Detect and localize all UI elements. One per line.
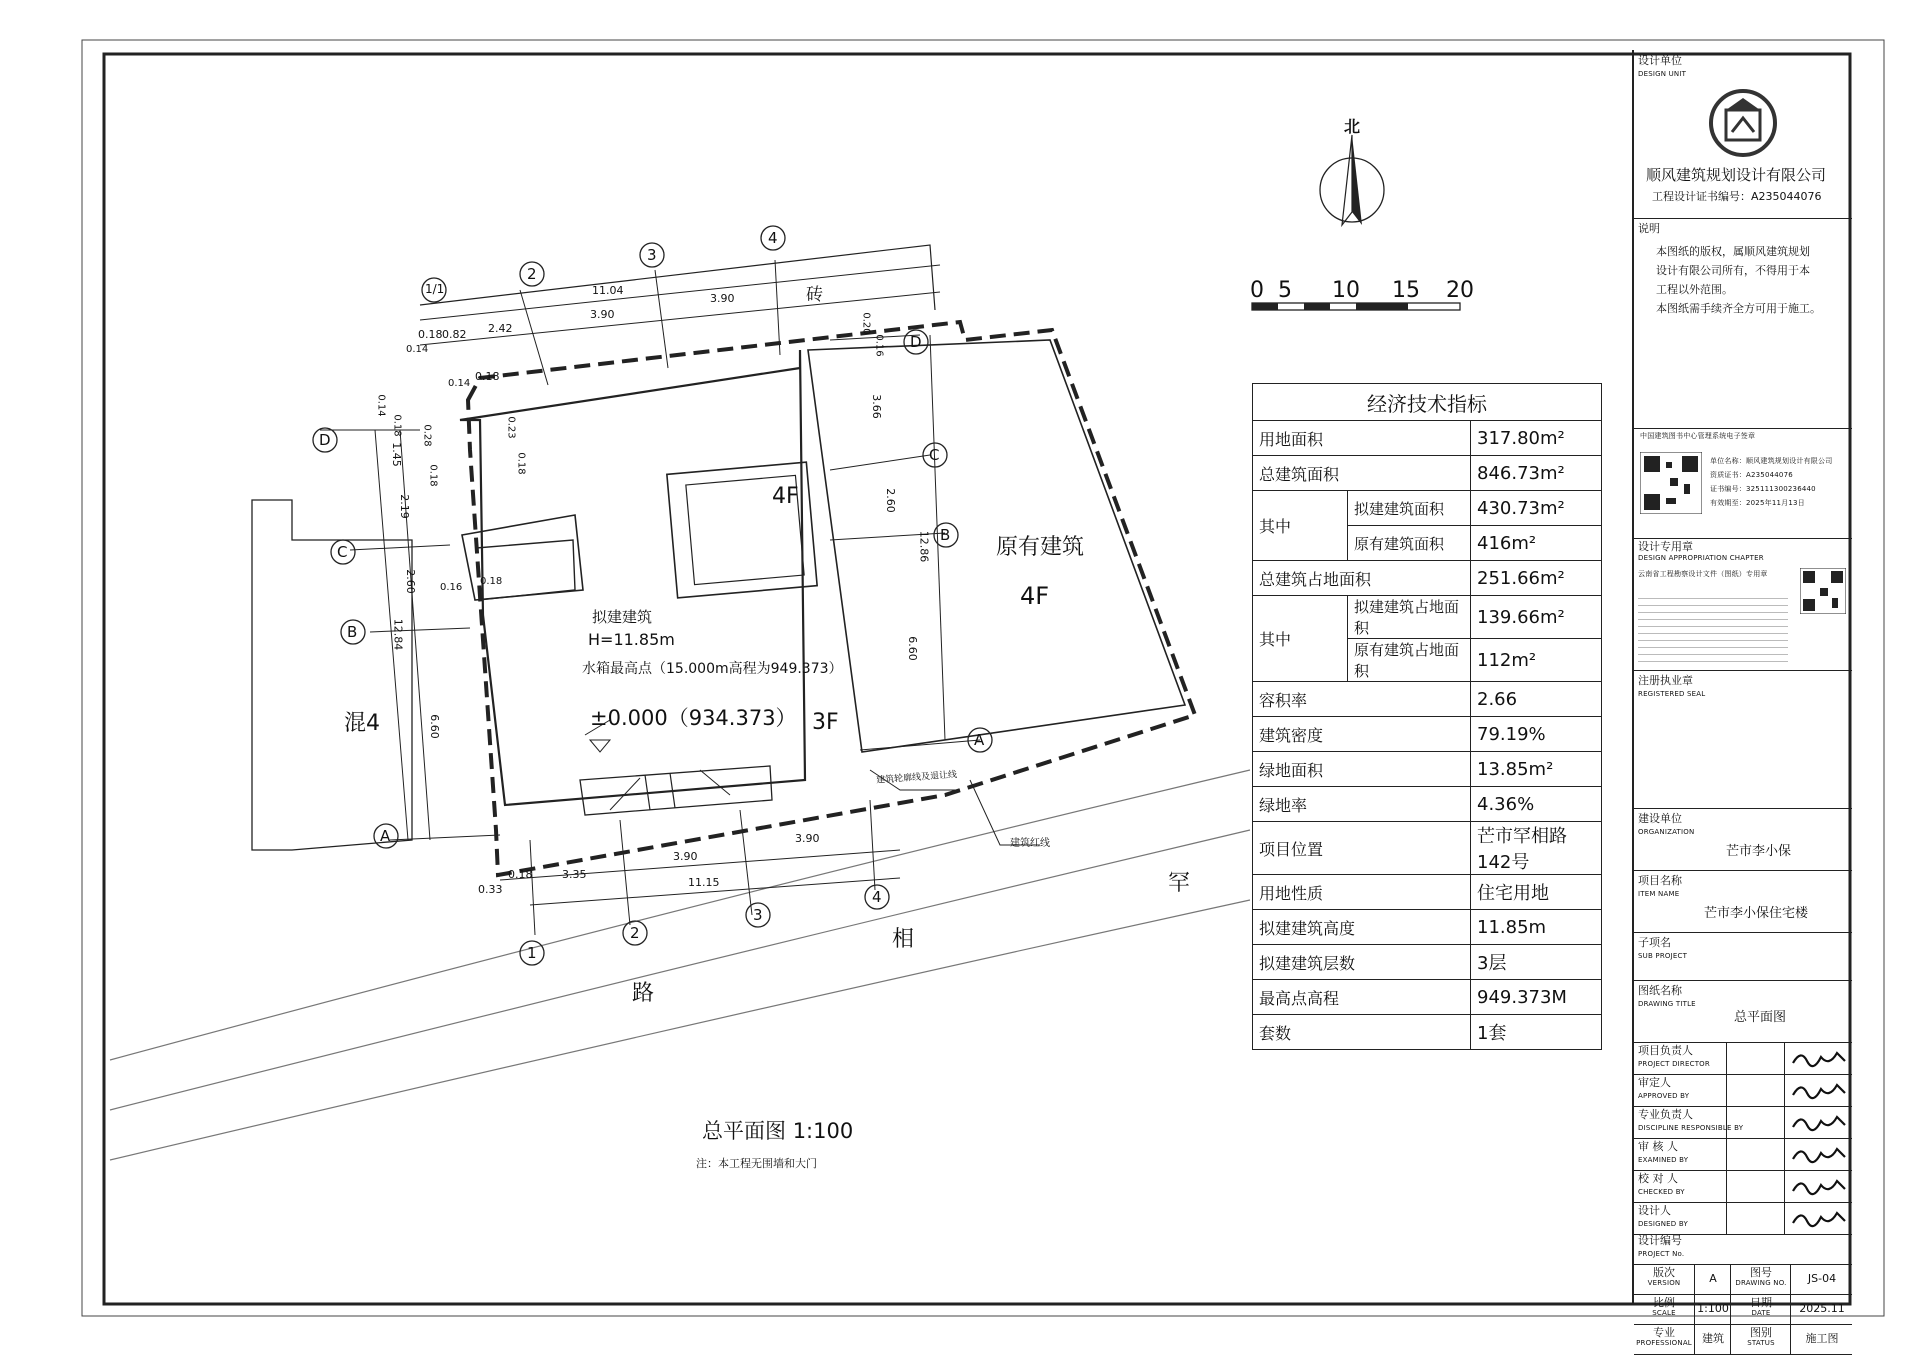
meta-label-cn: 日期 — [1750, 1296, 1772, 1309]
handwritten-signature — [1789, 1045, 1849, 1071]
economic-label: 项目位置 — [1253, 822, 1471, 875]
meta-value-cell — [1694, 1264, 1731, 1294]
meta-label-cn: 版次 — [1653, 1266, 1675, 1279]
economic-value: 846.73m² — [1471, 456, 1602, 491]
proposed-wing — [476, 540, 575, 600]
floors-3f: 3F — [812, 710, 839, 735]
design-unit-cell — [1634, 50, 1852, 219]
meta-label-cn: 专业 — [1653, 1326, 1675, 1339]
sub-project-cell — [1634, 932, 1852, 981]
dim-bottom: 3.90 — [673, 850, 698, 863]
company-name: 顺风建筑规划设计有限公司 — [1646, 166, 1827, 184]
economic-row — [1253, 596, 1602, 639]
axis-bottom-3: 3 — [753, 906, 763, 924]
meta-label-en: DATE — [1751, 1309, 1771, 1317]
economic-value: 住宅用地 — [1471, 875, 1602, 910]
economic-value: 1套 — [1471, 1015, 1602, 1050]
item-cn: 项目名称 — [1638, 874, 1682, 887]
role-cn: 校 对 人 — [1638, 1172, 1678, 1185]
dtitle-value: 总平面图 — [1734, 1010, 1787, 1025]
notes-title: 说明 — [1638, 222, 1660, 235]
economic-label: 拟建建筑面积 — [1348, 491, 1471, 526]
dim-top: 0.14 — [406, 344, 429, 355]
dim-top: 0.82 — [442, 328, 467, 341]
economic-value: 79.19% — [1471, 717, 1602, 752]
axis-bottom-2: 2 — [630, 924, 640, 942]
economic-label: 总建筑占地面积 — [1253, 561, 1471, 596]
dim-top: 0.18 — [418, 328, 443, 341]
meta-value: 施工图 — [1805, 1332, 1839, 1345]
dim-inner: 12.86 — [917, 530, 931, 563]
dim-left: 2.19 — [397, 494, 411, 519]
economic-row — [1253, 456, 1602, 491]
dim-bottom: 11.15 — [688, 876, 720, 889]
road-edge-3 — [110, 900, 1250, 1160]
org-en: ORGANIZATION — [1638, 828, 1695, 836]
economic-value: 2.66 — [1471, 682, 1602, 717]
proposed-building-name: 拟建建筑 — [592, 608, 653, 626]
proposed-building-height: H=11.85m — [588, 630, 675, 649]
approp-cn: 设计专用章 — [1638, 540, 1693, 553]
signature-box — [1784, 1042, 1853, 1074]
meta-value-cell — [1790, 1264, 1853, 1294]
dtitle-en: DRAWING TITLE — [1638, 1000, 1696, 1008]
handwritten-signature — [1789, 1077, 1849, 1103]
north-arrow — [1320, 135, 1384, 225]
outline-label: 建筑轮廓线及退让线 — [875, 770, 958, 786]
sub-cn: 子项名 — [1638, 936, 1671, 949]
item-value: 芒市李小保住宅楼 — [1704, 906, 1809, 921]
economic-row — [1253, 682, 1602, 717]
dim-bottom: 3.90 — [795, 832, 820, 845]
dim-inner: 0.18 — [515, 452, 527, 475]
meta-label-en: PROFESSIONAL — [1636, 1339, 1692, 1347]
note-line-2: 设计有限公司所有，不得用于本 — [1656, 264, 1810, 277]
meta-label-cn: 图别 — [1750, 1326, 1772, 1339]
economic-value: 4.36% — [1471, 787, 1602, 822]
drawing-title — [702, 1115, 853, 1145]
role-cn: 设计人 — [1638, 1204, 1671, 1217]
meta-label-cell — [1634, 1324, 1694, 1354]
meta-label-cell — [1730, 1324, 1791, 1354]
notes-cell — [1634, 218, 1852, 429]
meta-value-cell — [1694, 1324, 1731, 1354]
economic-value: 317.80m² — [1471, 421, 1602, 456]
role-cn: 审定人 — [1638, 1076, 1671, 1089]
signature-box — [1784, 1138, 1853, 1170]
existing-building-floors: 4F — [1020, 582, 1050, 610]
axis-top-2: 2 — [527, 265, 537, 283]
meta-label-cell — [1730, 1294, 1791, 1324]
meta-label-cn: 比例 — [1653, 1296, 1675, 1309]
approp-qr-icon — [1800, 568, 1846, 614]
role-row — [1634, 1202, 1852, 1235]
dim-top: 2.42 — [488, 322, 513, 335]
registered-seal-cell — [1634, 670, 1852, 809]
axis-bottom-4: 4 — [872, 888, 882, 906]
role-row — [1634, 1106, 1852, 1139]
economic-value: 430.73m² — [1471, 491, 1602, 526]
dim-top: 3.90 — [590, 308, 615, 321]
economic-value: 112m² — [1471, 639, 1602, 682]
handwritten-signature — [1789, 1173, 1849, 1199]
design-unit-cn: 设计单位 — [1638, 54, 1682, 67]
project-no-cn: 设计编号 — [1638, 1234, 1682, 1247]
dim-inner: 0.23 — [505, 416, 517, 439]
note-line-1: 本图纸的版权，属顺风建筑规划 — [1656, 245, 1810, 258]
role-row — [1634, 1138, 1852, 1171]
economic-label: 原有建筑占地面积 — [1348, 639, 1471, 682]
meta-value-cell — [1694, 1294, 1731, 1324]
dim-left: 6.60 — [427, 714, 441, 739]
qr-lines — [1710, 454, 1832, 510]
qr-line: 有效期至：2025年11月13日 — [1710, 499, 1805, 507]
dim-top: 0.16 — [873, 334, 885, 357]
signature-box — [1784, 1202, 1853, 1234]
road-char-1: 路 — [632, 981, 655, 1006]
meta-label-cn: 图号 — [1750, 1266, 1772, 1279]
dim-top: 0.18 — [475, 370, 500, 383]
approp-line: 云南省工程勘察设计文件（图纸）专用章 — [1638, 570, 1768, 578]
axis-bottom-1: 1 — [527, 944, 537, 962]
brick-label: 砖 — [806, 285, 823, 305]
role-cn: 专业负责人 — [1638, 1108, 1693, 1121]
dim-left: 0.18 — [427, 464, 439, 487]
axis-right-A: A — [974, 731, 985, 749]
name-box — [1726, 1170, 1785, 1202]
approp-en: DESIGN APPROPRIATION CHAPTER — [1638, 554, 1764, 562]
dim-inner: 6.60 — [905, 636, 919, 661]
role-row — [1634, 1042, 1852, 1075]
scale-label-15: 15 — [1392, 278, 1420, 303]
meta-row — [1634, 1294, 1852, 1325]
existing-building-name: 原有建筑 — [996, 535, 1085, 560]
economic-row — [1253, 875, 1602, 910]
scale-bar — [1252, 303, 1460, 310]
meta-value: 2025.11 — [1799, 1302, 1845, 1315]
scale-label-10: 10 — [1332, 278, 1360, 303]
appropriation-chapter-cell — [1634, 538, 1852, 671]
redline-boundary — [468, 322, 1195, 875]
name-box — [1726, 1138, 1785, 1170]
role-row — [1634, 1170, 1852, 1203]
approp-fine-print — [1638, 592, 1788, 662]
handwritten-signature — [1789, 1141, 1849, 1167]
sub-en: SUB PROJECT — [1638, 952, 1688, 960]
scale-label-5: 5 — [1278, 278, 1292, 303]
meta-value: 建筑 — [1702, 1332, 1724, 1345]
dim-top: 0.14 — [448, 378, 471, 389]
economic-label: 原有建筑面积 — [1348, 526, 1471, 561]
redline-label: 建筑红线 — [1010, 838, 1050, 849]
economic-label: 用地面积 — [1253, 421, 1471, 456]
dim-bottom: 0.18 — [508, 868, 533, 881]
scale-label-20: 20 — [1446, 278, 1474, 303]
item-en: ITEM NAME — [1638, 890, 1680, 898]
role-row — [1634, 1074, 1852, 1107]
seal-cn: 注册执业章 — [1638, 674, 1693, 687]
economic-row — [1253, 1015, 1602, 1050]
dim-left: 12.84 — [391, 618, 405, 651]
dim-inner: 3.66 — [869, 394, 883, 419]
economic-label: 绿地率 — [1253, 787, 1471, 822]
meta-label-cell — [1634, 1264, 1694, 1294]
axis-right-D: D — [910, 333, 922, 351]
axis-right-B: B — [940, 526, 951, 544]
economic-label: 套数 — [1253, 1015, 1471, 1050]
dim-left: 0.28 — [421, 424, 433, 447]
road-char-2: 相 — [892, 927, 915, 952]
axis-left-C: C — [337, 543, 348, 561]
dim-top: 0.20 — [860, 312, 872, 335]
dim-left: 0.18 — [391, 414, 403, 437]
tank-note: 水箱最高点（15.000m高程为949.373） — [582, 661, 843, 677]
economic-row — [1253, 980, 1602, 1015]
qr-line: 单位名称：顺风建筑规划设计有限公司 — [1710, 457, 1833, 465]
axis-left-D: D — [319, 431, 331, 449]
economic-label: 绿地面积 — [1253, 752, 1471, 787]
dim-left: 0.18 — [480, 576, 503, 587]
axis-top-4: 4 — [768, 229, 778, 247]
elevation-label: ±0.000（934.373） — [590, 706, 797, 730]
dim-bottom: 0.33 — [478, 883, 503, 896]
dim-left: 1.45 — [389, 442, 403, 467]
economic-row — [1253, 945, 1602, 980]
economic-value: 13.85m² — [1471, 752, 1602, 787]
name-box — [1726, 1106, 1785, 1138]
dim-inner: 2.60 — [883, 488, 897, 513]
meta-value: 1:100 — [1697, 1302, 1729, 1315]
meta-label-cell — [1730, 1264, 1791, 1294]
handwritten-signature — [1789, 1109, 1849, 1135]
qr-header: 中国建筑图书中心管理系统电子签章 — [1640, 432, 1756, 440]
signature-box — [1784, 1170, 1853, 1202]
item-name-cell — [1634, 870, 1852, 933]
economic-group-label: 其中 — [1253, 491, 1348, 561]
economic-row — [1253, 717, 1602, 752]
axis-top-3: 3 — [647, 246, 657, 264]
economic-label: 拟建建筑占地面积 — [1348, 596, 1471, 639]
cert-number: 工程设计证书编号：A235044076 — [1652, 190, 1822, 203]
note-line-3: 工程以外范围。 — [1656, 283, 1733, 296]
economic-row — [1253, 561, 1602, 596]
dim-top: 11.04 — [592, 284, 624, 297]
road-char-3: 罕 — [1168, 871, 1191, 896]
economic-label: 建筑密度 — [1253, 717, 1471, 752]
dim-top: 3.90 — [710, 292, 735, 305]
economic-label: 最高点高程 — [1253, 980, 1471, 1015]
qr-line: 资质证书：A235044076 — [1710, 471, 1793, 479]
role-cn: 审 核 人 — [1638, 1140, 1678, 1153]
title-block — [1632, 50, 1852, 1347]
road-edge-1 — [110, 770, 1250, 1060]
economic-title: 经济技术指标 — [1253, 384, 1602, 421]
economic-row — [1253, 421, 1602, 456]
role-en: PROJECT DIRECTOR — [1638, 1060, 1710, 1068]
signature-box — [1784, 1074, 1853, 1106]
road-edge-2 — [110, 830, 1250, 1110]
economic-group-label: 其中 — [1253, 596, 1348, 682]
meta-row — [1634, 1324, 1852, 1355]
economic-value: 139.66m² — [1471, 596, 1602, 639]
drawing-title-text: 总平面图 — [702, 1119, 786, 1143]
seal-en: REGISTERED SEAL — [1638, 690, 1706, 698]
role-en: APPROVED BY — [1638, 1092, 1690, 1100]
name-box — [1726, 1074, 1785, 1106]
role-en: DESIGNED BY — [1638, 1220, 1688, 1228]
north-label: 北 — [1344, 117, 1361, 136]
qr-stamp-cell — [1634, 428, 1852, 539]
meta-value: JS-04 — [1807, 1272, 1837, 1285]
scale-label-0: 0 — [1250, 278, 1264, 303]
economic-row — [1253, 752, 1602, 787]
role-en: CHECKED BY — [1638, 1188, 1685, 1196]
note-line-4: 本图纸需手续齐全方可用于施工。 — [1656, 302, 1821, 315]
name-box — [1726, 1202, 1785, 1234]
economic-indicators-table — [1252, 383, 1602, 1050]
name-box — [1726, 1042, 1785, 1074]
handwritten-signature — [1789, 1205, 1849, 1231]
dim-bottom: 3.35 — [562, 868, 587, 881]
meta-value-cell — [1790, 1324, 1853, 1354]
economic-row — [1253, 787, 1602, 822]
dim-left: 2.60 — [403, 569, 417, 594]
company-logo-icon — [1708, 88, 1778, 158]
economic-label: 容积率 — [1253, 682, 1471, 717]
axis-left-A: A — [380, 827, 391, 845]
outer-border — [82, 40, 1884, 1316]
meta-label-cell — [1634, 1294, 1694, 1324]
neighbor-label: 混4 — [344, 711, 380, 736]
role-en: EXAMINED BY — [1638, 1156, 1689, 1164]
meta-value-cell — [1790, 1294, 1853, 1324]
meta-value: A — [1709, 1272, 1717, 1285]
dim-left: 0.16 — [440, 582, 463, 593]
economic-value: 949.373M — [1471, 980, 1602, 1015]
economic-value: 11.85m — [1471, 910, 1602, 945]
economic-row — [1253, 822, 1602, 875]
qr-code-icon — [1640, 452, 1702, 514]
economic-value: 3层 — [1471, 945, 1602, 980]
meta-row — [1634, 1264, 1852, 1295]
axis-left-B: B — [347, 623, 358, 641]
meta-label-en: SCALE — [1652, 1309, 1676, 1317]
role-cn: 项目负责人 — [1638, 1044, 1693, 1057]
drawing-scale: 1:100 — [792, 1119, 854, 1143]
dim-left: 0.14 — [375, 394, 387, 417]
org-cn: 建设单位 — [1638, 812, 1682, 825]
qr-line: 证书编号：325111300236440 — [1710, 485, 1816, 493]
economic-label: 拟建建筑高度 — [1253, 910, 1471, 945]
axis-right-C: C — [929, 446, 940, 464]
org-value: 芒市李小保 — [1726, 844, 1792, 859]
meta-label-en: VERSION — [1647, 1279, 1681, 1287]
drawing-note: 注：本工程无围墙和大门 — [696, 1157, 817, 1170]
meta-label-en: DRAWING NO. — [1735, 1279, 1787, 1287]
project-no-en: PROJECT No. — [1638, 1250, 1685, 1258]
meta-label-en: STATUS — [1747, 1339, 1775, 1347]
drawing-title-cell — [1634, 980, 1852, 1043]
economic-row — [1253, 491, 1602, 526]
economic-label: 拟建建筑层数 — [1253, 945, 1471, 980]
economic-label: 用地性质 — [1253, 875, 1471, 910]
organization-cell — [1634, 808, 1852, 871]
floors-4f-roof: 4F — [772, 484, 799, 509]
project-no-cell — [1634, 1232, 1852, 1265]
dtitle-cn: 图纸名称 — [1638, 984, 1682, 997]
signature-box — [1784, 1106, 1853, 1138]
economic-value: 416m² — [1471, 526, 1602, 561]
economic-row — [1253, 910, 1602, 945]
design-unit-en: DESIGN UNIT — [1638, 70, 1687, 78]
neighbor-building — [252, 500, 412, 850]
axis-top-1-1: 1/1 — [425, 282, 445, 296]
economic-value: 芒市罕相路142号 — [1471, 822, 1602, 875]
economic-value: 251.66m² — [1471, 561, 1602, 596]
notes-body — [1656, 242, 1821, 318]
economic-label: 总建筑面积 — [1253, 456, 1471, 491]
role-en: DISCIPLINE RESPONSIBLE BY — [1638, 1124, 1744, 1132]
